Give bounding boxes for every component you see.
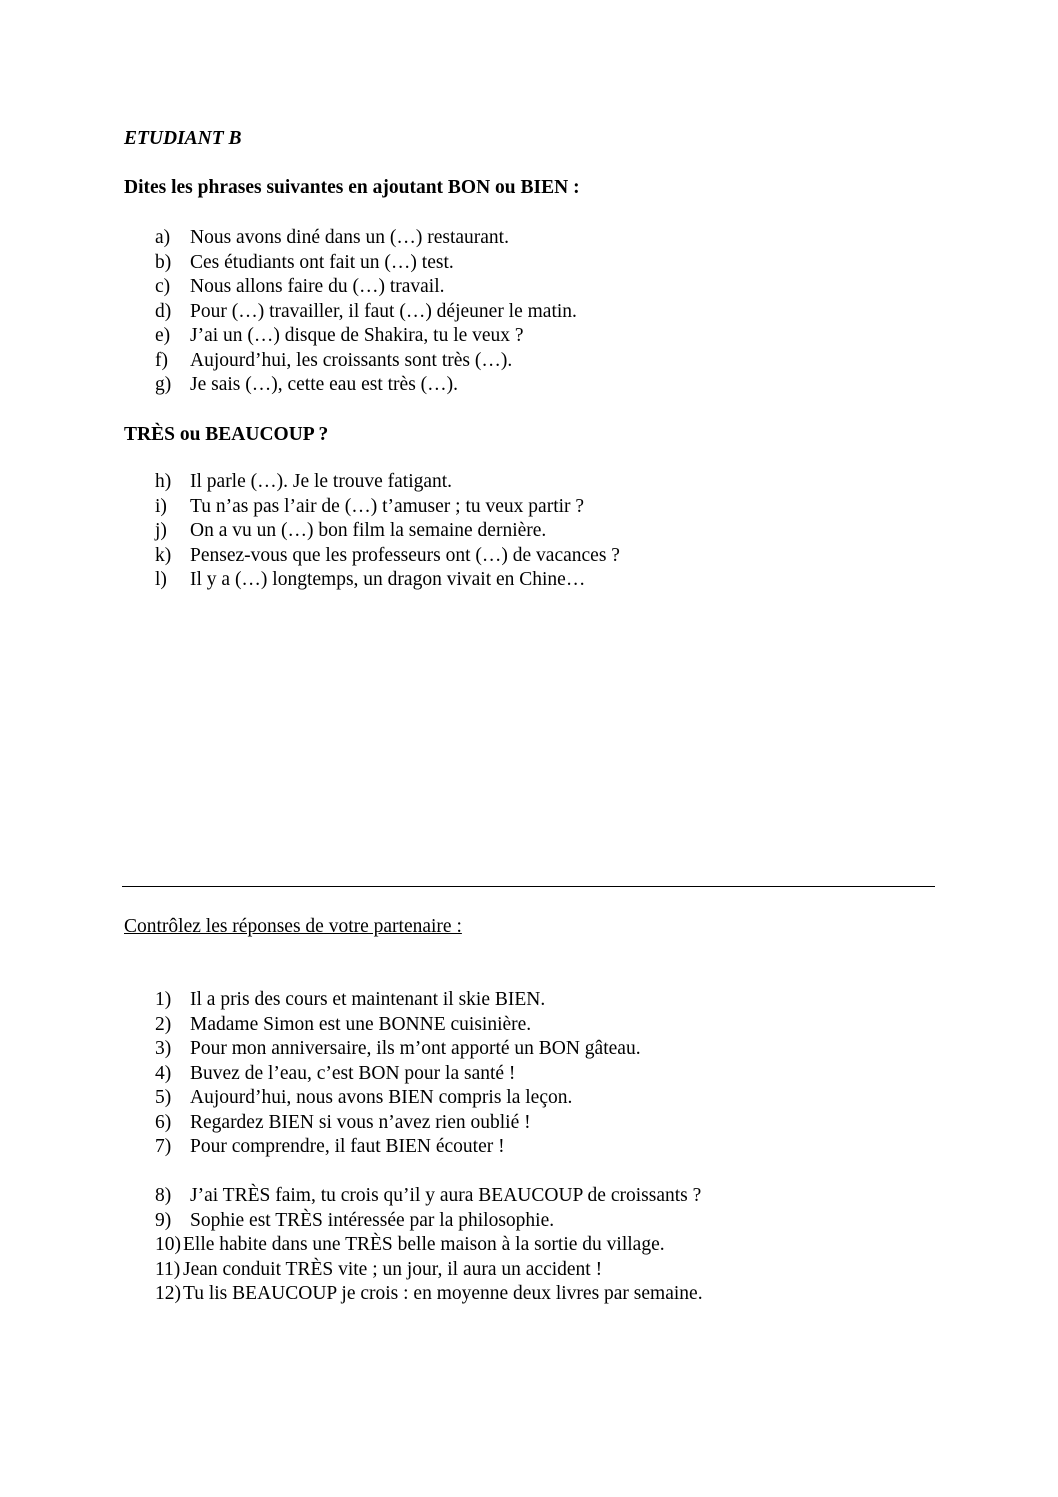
item-text: Aujourd’hui, nous avons BIEN compris la leçon. [190,1087,573,1108]
answer-item [155,1086,641,1111]
item-text: Regardez BIEN si vous n’avez rien oublié ! [190,1111,531,1133]
item-text: Il a pris des cours et maintenant il skie BIEN. [190,989,546,1010]
section1-heading: Dites les phrases suivantes en ajoutant BON ou BIEN : [124,177,580,198]
item-text: J’ai un (…) disque de Shakira, tu le veux ? [190,325,524,346]
answer-item [155,1233,703,1258]
item-text: Pensez-vous que les professeurs ont (…) de vacances ? [190,544,620,566]
item-marker: 4) [155,1062,172,1084]
item-marker: k) [155,544,172,566]
item-text: Jean conduit TRÈS vite ; un jour, il aura un accident ! [183,1258,603,1280]
item-marker: e) [155,325,171,346]
section2-heading: TRÈS ou BEAUCOUP ? [124,424,329,445]
item-text: Ces étudiants ont fait un (…) test. [190,251,454,273]
item-marker: f) [155,349,168,371]
item-text: Il parle (…). Je le trouve fatigant. [190,471,453,492]
item-marker: 11) [155,1258,181,1280]
answer-item [155,1062,641,1087]
list-item [155,470,620,495]
list-item [155,324,577,349]
item-text: Pour comprendre, il faut BIEN écouter ! [190,1136,505,1157]
item-text: On a vu un (…) bon film la semaine dernière. [190,520,547,541]
answer-item [155,1209,703,1234]
section2-list [155,470,620,593]
item-text: Buvez de l’eau, c’est BON pour la santé ! [190,1062,516,1084]
answer-item [155,1184,703,1209]
answer-item [155,1111,641,1136]
answers-heading: Contrôlez les réponses de votre partenaire : [124,916,462,937]
item-text: Madame Simon est une BONNE cuisinière. [190,1013,532,1035]
item-text: Pour mon anniversaire, ils m’ont apporté un BON gâteau. [190,1038,641,1059]
item-text: Aujourd’hui, les croissants sont très (…). [190,349,513,371]
list-item [155,300,577,325]
item-marker: 10) [155,1234,181,1255]
list-item [155,544,620,569]
item-text: Tu n’as pas l’air de (…) t’amuser ; tu veux partir ? [190,495,585,517]
item-marker: 6) [155,1111,172,1133]
answer-item [155,1282,703,1307]
item-marker: 1) [155,989,172,1010]
item-marker: 12) [155,1283,181,1304]
item-marker: 2) [155,1013,172,1035]
item-text: Il y a (…) longtemps, un dragon vivait en Chine… [190,569,586,590]
item-marker: g) [155,374,172,395]
item-marker: h) [155,471,172,492]
item-marker: d) [155,300,172,322]
list-item [155,373,577,398]
answer-item [155,1258,703,1283]
answer-item [155,1135,641,1160]
item-marker: i) [155,495,167,517]
list-item [155,275,577,300]
item-marker: 7) [155,1136,172,1157]
item-text: J’ai TRÈS faim, tu crois qu’il y aura BEAUCOUP de croissants ? [190,1185,702,1206]
item-text: Nous avons diné dans un (…) restaurant. [190,227,509,248]
item-text: Sophie est TRÈS intéressée par la philosophie. [190,1209,555,1231]
list-item [155,349,577,374]
answer-item [155,1013,641,1038]
section-divider [122,886,935,887]
item-text: Tu lis BEAUCOUP je crois : en moyenne deux livres par semaine. [183,1283,703,1304]
list-item [155,226,577,251]
list-item [155,495,620,520]
item-text: Pour (…) travailler, il faut (…) déjeuner le matin. [190,300,577,322]
answers-list-bon-bien [155,988,641,1160]
item-marker: a) [155,227,171,248]
item-marker: l) [155,569,167,590]
answer-item [155,988,641,1013]
answer-item [155,1037,641,1062]
item-text: Nous allons faire du (…) travail. [190,276,445,297]
item-marker: 5) [155,1087,172,1108]
item-marker: c) [155,276,171,297]
item-text: Je sais (…), cette eau est très (…). [190,374,459,395]
item-text: Elle habite dans une TRÈS belle maison à la sortie du village. [183,1234,665,1255]
document-title: ETUDIANT B [124,128,242,149]
item-marker: 9) [155,1209,172,1231]
item-marker: 8) [155,1185,172,1206]
answers-list-tres-beaucoup [155,1184,703,1307]
list-item [155,568,620,593]
section1-list [155,226,577,398]
list-item [155,251,577,276]
item-marker: b) [155,251,172,273]
item-marker: 3) [155,1038,172,1059]
list-item [155,519,620,544]
item-marker: j) [155,520,167,541]
